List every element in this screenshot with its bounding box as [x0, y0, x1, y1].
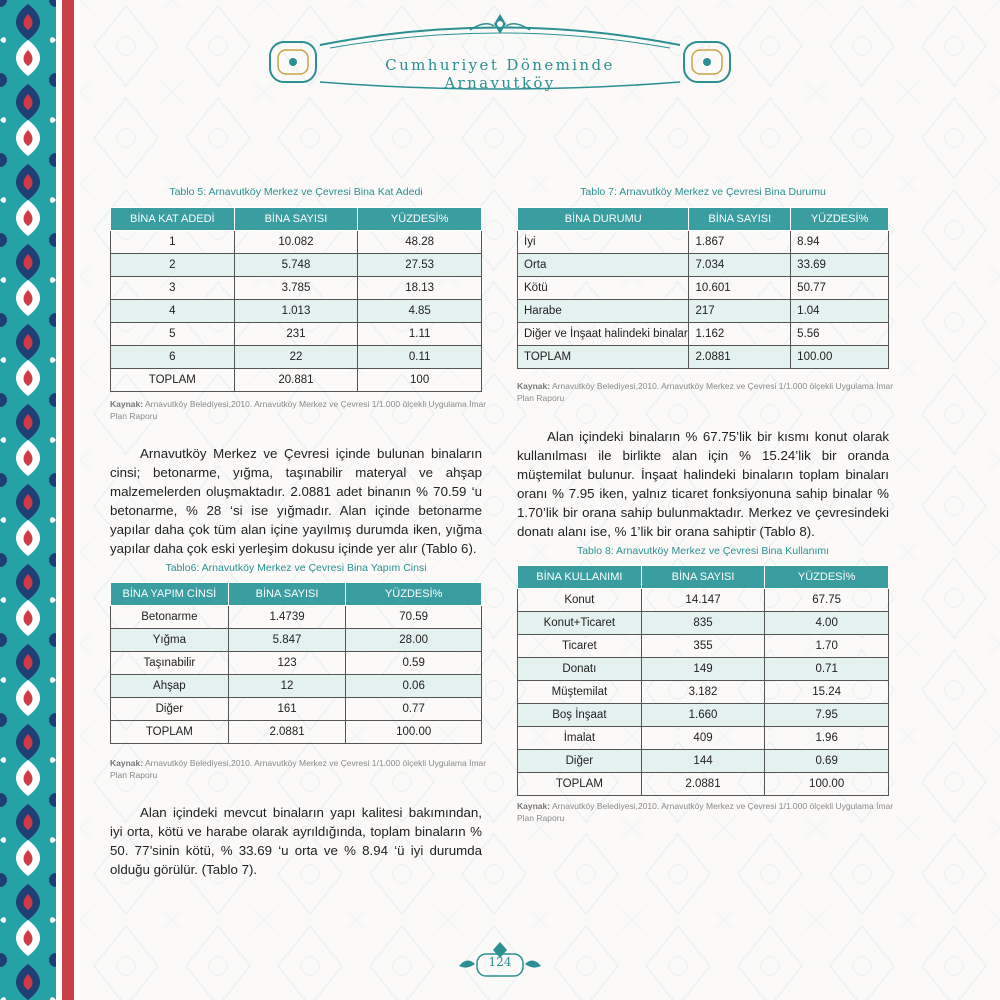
column-header: BİNA DURUMU: [518, 208, 689, 231]
table-cell: 1.96: [765, 727, 889, 750]
source-label: Kaynak:: [110, 399, 144, 409]
table-cell: Harabe: [518, 300, 689, 323]
table-cell: 100: [358, 369, 482, 392]
table6-caption: Tablo6: Arnavutköy Merkez ve Çevresi Bina Yapım Cinsi: [165, 562, 427, 574]
table-cell: Orta: [518, 254, 689, 277]
table-cell: 0.11: [358, 346, 482, 369]
table-cell: 3.785: [234, 277, 358, 300]
source-label: Kaynak:: [517, 381, 551, 391]
running-header-title: Cumhuriyet Döneminde Arnavutköy: [385, 56, 615, 92]
table6: [110, 582, 482, 744]
column-header: YÜZDESİ%: [346, 583, 482, 606]
table-row: [111, 346, 482, 369]
table-cell: Konut+Ticaret: [518, 612, 642, 635]
table-cell: 10.082: [234, 231, 358, 254]
table-row: [518, 750, 889, 773]
table-cell: 48.28: [358, 231, 482, 254]
table6-source: [110, 757, 490, 781]
table-cell: 5.847: [228, 629, 346, 652]
table-cell: 4.00: [765, 612, 889, 635]
table-cell: Ticaret: [518, 635, 642, 658]
table-cell: 7.034: [689, 254, 791, 277]
table-cell: TOPLAM: [111, 721, 229, 744]
table-cell: 100.00: [346, 721, 482, 744]
table-cell: 144: [641, 750, 765, 773]
table-row: [518, 681, 889, 704]
table-cell: 6: [111, 346, 235, 369]
column-header: BİNA SAYISI: [234, 208, 358, 231]
table-cell: 28.00: [346, 629, 482, 652]
table-cell: 15.24: [765, 681, 889, 704]
table-cell: 27.53: [358, 254, 482, 277]
table-row: [111, 652, 482, 675]
table-cell: 18.13: [358, 277, 482, 300]
table-header-row: [518, 566, 889, 589]
table-row: [111, 698, 482, 721]
table8: [517, 565, 889, 796]
source-text: Arnavutköy Belediyesi,2010. Arnavutköy Merkez ve Çevresi 1/1.000 ölçekli Uygulama İmar Plan Raporu: [110, 758, 487, 780]
table-cell: 1.013: [234, 300, 358, 323]
table-row: [111, 277, 482, 300]
column-header: YÜZDESİ%: [791, 208, 889, 231]
table-cell: 149: [641, 658, 765, 681]
table-cell: TOPLAM: [518, 346, 689, 369]
table-cell: 2: [111, 254, 235, 277]
table-cell: 20.881: [234, 369, 358, 392]
table8-caption: Tablo 8: Arnavutköy Merkez ve Çevresi Bina Kullanımı: [576, 545, 830, 557]
table-cell: 0.69: [765, 750, 889, 773]
right-medallion-icon: [684, 42, 730, 82]
table-cell: 14.147: [641, 589, 765, 612]
table-cell: 3: [111, 277, 235, 300]
table-cell: 0.06: [346, 675, 482, 698]
paragraph-building-types: Arnavutköy Merkez ve Çevresi içinde bulunan binaların cinsi; betonarme, yığma, taşınabilir materyal ve ahşap malzemelerden oluşmaktadır. 2.0881 adet binanın % 70.59 ‘u betonarme, % 28 ‘si ise yığmadır. Alan içinde betonarme yapılar daha çok tüm alan içine yayılmış durumda iken, yığma yapılar daha çok eski yerleşim dokusu içinde yer alır (Tablo 6).: [110, 446, 482, 556]
table-row: [111, 629, 482, 652]
source-label: Kaynak:: [517, 801, 551, 811]
table5-source: [110, 398, 490, 422]
table-header-row: [518, 208, 889, 231]
table-cell: 1.660: [641, 704, 765, 727]
table-row: [111, 606, 482, 629]
column-header: BİNA SAYISI: [641, 566, 765, 589]
table-row: [518, 704, 889, 727]
table-cell: İyi: [518, 231, 689, 254]
table-cell: 161: [228, 698, 346, 721]
paragraph-building-quality: Alan içindeki mevcut binaların yapı kalitesi bakımından, iyi orta, kötü ve harabe olarak ayrıldığında, toplam binaların % 50. 77’sinin kötü, % 33.69 ‘u orta ve % 8.94 ‘ü iyi durumda olduğu görülür. (Tablo 7).: [110, 805, 482, 877]
table-cell: Diğer: [518, 750, 642, 773]
table-cell: 355: [641, 635, 765, 658]
table-cell: 409: [641, 727, 765, 750]
paragraph-building-usage: Alan içindeki binaların % 67.75’lik bir kısmı konut olarak kullanılması ile birlikte alan için % 15.24’lik bir oranda müştemilat bulunur. İnşaat halindeki binaların toplam binaları oranı % 7.95 iken, yalnız ticaret fonksiyonuna sahip binalar % 1.70’lik bir orana sahip bulunmaktadır. Merkez ve çevresindeki donatı alanı ise, % 1’lik bir orana sahiptir (Tablo 8).: [517, 429, 889, 539]
table-cell: Taşınabilir: [111, 652, 229, 675]
table-cell: 33.69: [791, 254, 889, 277]
table-cell: 1.04: [791, 300, 889, 323]
table-header-row: [111, 208, 482, 231]
table-cell: 7.95: [765, 704, 889, 727]
table-cell: 1.70: [765, 635, 889, 658]
table-cell: 5.56: [791, 323, 889, 346]
table-row: [518, 658, 889, 681]
table-row: [518, 231, 889, 254]
column-header: BİNA KAT ADEDİ: [111, 208, 235, 231]
table5-caption: Tablo 5: Arnavutköy Merkez ve Çevresi Bina Kat Adedi: [169, 186, 423, 198]
table-cell: 67.75: [765, 589, 889, 612]
ornamental-border: [0, 0, 80, 1000]
table-cell: İmalat: [518, 727, 642, 750]
source-text: Arnavutköy Belediyesi,2010. Arnavutköy Merkez ve Çevresi 1/1.000 ölçekli Uygulama İmar Plan Raporu: [110, 399, 487, 421]
table-cell: 2.0881: [689, 346, 791, 369]
table5: [110, 207, 482, 392]
column-header: BİNA KULLANIMI: [518, 566, 642, 589]
source-label: Kaynak:: [110, 758, 144, 768]
table-total-row: [518, 346, 889, 369]
table-cell: Boş İnşaat: [518, 704, 642, 727]
table-row: [111, 231, 482, 254]
column-header: YÜZDESİ%: [358, 208, 482, 231]
table-cell: 10.601: [689, 277, 791, 300]
table-cell: 4: [111, 300, 235, 323]
table-row: [518, 300, 889, 323]
table-total-row: [518, 773, 889, 796]
header-ornament: [0, 0, 1000, 110]
table7-source: [517, 380, 897, 404]
column-header: BİNA YAPIM CİNSİ: [111, 583, 229, 606]
table-total-row: [111, 721, 482, 744]
table-cell: 0.77: [346, 698, 482, 721]
table-cell: Kötü: [518, 277, 689, 300]
table-row: [111, 675, 482, 698]
table-cell: 217: [689, 300, 791, 323]
table-cell: TOPLAM: [518, 773, 642, 796]
table-total-row: [111, 369, 482, 392]
table-row: [518, 589, 889, 612]
table-cell: Donatı: [518, 658, 642, 681]
table7-caption: Tablo 7: Arnavutköy Merkez ve Çevresi Bina Durumu: [580, 186, 826, 198]
source-text: Arnavutköy Belediyesi,2010. Arnavutköy Merkez ve Çevresi 1/1.000 ölçekli Uygulama İmar Plan Raporu: [517, 381, 894, 403]
table-row: [518, 727, 889, 750]
table-cell: 2.0881: [228, 721, 346, 744]
table7: [517, 207, 889, 369]
table-row: [518, 254, 889, 277]
table-cell: 231: [234, 323, 358, 346]
table-row: [111, 300, 482, 323]
column-header: YÜZDESİ%: [765, 566, 889, 589]
page-number: 124: [488, 955, 512, 969]
table-cell: 50.77: [791, 277, 889, 300]
table-cell: 22: [234, 346, 358, 369]
table-cell: TOPLAM: [111, 369, 235, 392]
table-cell: 5.748: [234, 254, 358, 277]
table-cell: 100.00: [791, 346, 889, 369]
table-cell: 70.59: [346, 606, 482, 629]
table-cell: 835: [641, 612, 765, 635]
table-cell: 3.182: [641, 681, 765, 704]
table-cell: Ahşap: [111, 675, 229, 698]
table-cell: 12: [228, 675, 346, 698]
table-cell: Betonarme: [111, 606, 229, 629]
table-row: [518, 323, 889, 346]
table-cell: Diğer: [111, 698, 229, 721]
table-cell: Diğer ve İnşaat halindeki binalar: [518, 323, 689, 346]
column-header: BİNA SAYISI: [228, 583, 346, 606]
table-cell: 0.59: [346, 652, 482, 675]
table-cell: 100.00: [765, 773, 889, 796]
table8-source: [517, 800, 897, 824]
table-cell: Müştemilat: [518, 681, 642, 704]
table-row: [518, 612, 889, 635]
column-header: BİNA SAYISI: [689, 208, 791, 231]
table-cell: 8.94: [791, 231, 889, 254]
table-cell: 1.11: [358, 323, 482, 346]
table-header-row: [111, 583, 482, 606]
table-cell: 5: [111, 323, 235, 346]
table-cell: 2.0881: [641, 773, 765, 796]
table-cell: 1.4739: [228, 606, 346, 629]
table-row: [518, 635, 889, 658]
table-cell: Konut: [518, 589, 642, 612]
left-medallion-icon: [270, 42, 316, 82]
table-cell: Yığma: [111, 629, 229, 652]
source-text: Arnavutköy Belediyesi,2010. Arnavutköy Merkez ve Çevresi 1/1.000 ölçekli Uygulama İmar Plan Raporu: [517, 801, 894, 823]
table-cell: 123: [228, 652, 346, 675]
table-cell: 4.85: [358, 300, 482, 323]
table-cell: 1.867: [689, 231, 791, 254]
table-row: [518, 277, 889, 300]
table-row: [111, 254, 482, 277]
table-cell: 1: [111, 231, 235, 254]
table-cell: 0.71: [765, 658, 889, 681]
table-row: [111, 323, 482, 346]
table-cell: 1.162: [689, 323, 791, 346]
